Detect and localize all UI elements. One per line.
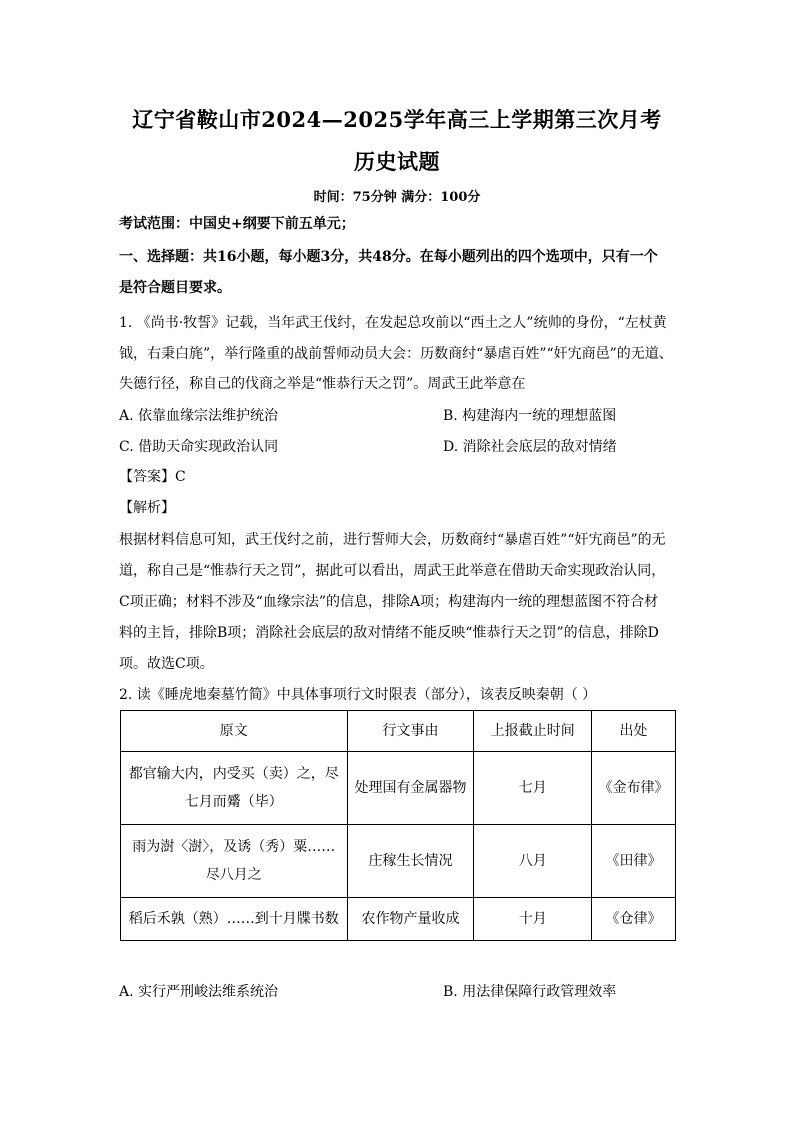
q1-option-d: D. 消除社会底层的敌对情绪 <box>443 439 617 455</box>
table-cell: 雨为澍〈澍〉，及诱（秀）粟……尽八月之 <box>121 825 348 898</box>
table-row <box>121 898 676 941</box>
table-header-cell: 出处 <box>592 711 676 752</box>
q2-table <box>120 710 676 941</box>
table-cell: 七月 <box>474 752 592 825</box>
table-cell: 稻后禾孰（熟）……到十月牒书数 <box>121 898 348 941</box>
page-subtitle: 历史试题 <box>354 149 440 174</box>
table-cell: 处理国有金属器物 <box>347 752 474 825</box>
table-cell: 农作物产量收成 <box>347 898 474 941</box>
table-cell: 十月 <box>474 898 592 941</box>
table-cell: 八月 <box>474 825 592 898</box>
q2-stem: 2. 读《睡虎地秦墓竹简》中具体事项行文时限表（部分），该表反映秦朝（ ） <box>119 687 597 703</box>
table-cell: 《田律》 <box>592 825 676 898</box>
q1-stem-line-1: 1. 《尚书·牧誓》记载，当年武王伐纣，在发起总攻前以“西土之人”统帅的身份，“左杖黄 <box>119 315 667 331</box>
q1-option-c: C. 借助天命实现政治认同 <box>119 439 279 455</box>
table-row <box>121 752 676 825</box>
table-cell: 《金布律》 <box>592 752 676 825</box>
q2-option-a: A. 实行严刑峻法维系统治 <box>119 984 279 1000</box>
q1-analysis-line-2: 道，称自己是“惟恭行天之罚”，据此可以看出，周武王此举意在借助天命实现政治认同， <box>119 563 666 579</box>
page-title: 辽宁省鞍山市2024—2025学年高三上学期第三次月考 <box>132 107 662 132</box>
table-header-cell: 原文 <box>121 711 348 752</box>
q1-analysis-line-4: 料的主旨，排除B项；消除社会底层的敌对情绪不能反映“惟恭行天之罚”的信息，排除D <box>119 625 659 641</box>
q1-stem-line-2: 钺，右秉白旄”，举行隆重的战前誓师动员大会：历数商纣“暴虐百姓”“奸宄商邑”的无道、 <box>119 346 673 362</box>
q1-analysis-label: 【解析】 <box>119 500 175 516</box>
table-row <box>121 825 676 898</box>
exam-scope: 考试范围：中国史+纲要下前五单元； <box>119 216 355 232</box>
table-header-cell: 行文事由 <box>347 711 474 752</box>
table-cell: 《仓律》 <box>592 898 676 941</box>
section-instructions-line-2: 是符合题目要求。 <box>119 280 231 296</box>
table-cell: 都官输大内，内受买（卖）之，尽七月而觱（毕） <box>121 752 348 825</box>
q1-answer: 【答案】C <box>119 469 186 485</box>
q1-analysis-line-1: 根据材料信息可知，武王伐纣之前，进行誓师大会，历数商纣“暴虐百姓”“奸宄商邑”的无 <box>119 532 666 548</box>
table-cell: 庄稼生长情况 <box>347 825 474 898</box>
exam-meta: 时间：75分钟 满分：100分 <box>313 190 481 205</box>
q1-analysis-line-5: 项。故选C项。 <box>119 656 214 672</box>
q1-option-a: A. 依靠血缘宗法维护统治 <box>119 408 279 424</box>
table-header-row <box>121 711 676 752</box>
q1-option-b: B. 构建海内一统的理想蓝图 <box>443 408 617 424</box>
table-header-cell: 上报截止时间 <box>474 711 592 752</box>
section-instructions-line-1: 一、选择题：共16小题，每小题3分，共48分。在每小题列出的四个选项中，只有一个 <box>119 249 658 265</box>
q2-option-b: B. 用法律保障行政管理效率 <box>443 984 617 1000</box>
q1-analysis-line-3: C项正确；材料不涉及“血缘宗法”的信息，排除A项；构建海内一统的理想蓝图不符合材 <box>119 594 659 610</box>
q1-stem-line-3: 失德行径，称自己的伐商之举是“惟恭行天之罚”。周武王此举意在 <box>119 376 526 392</box>
